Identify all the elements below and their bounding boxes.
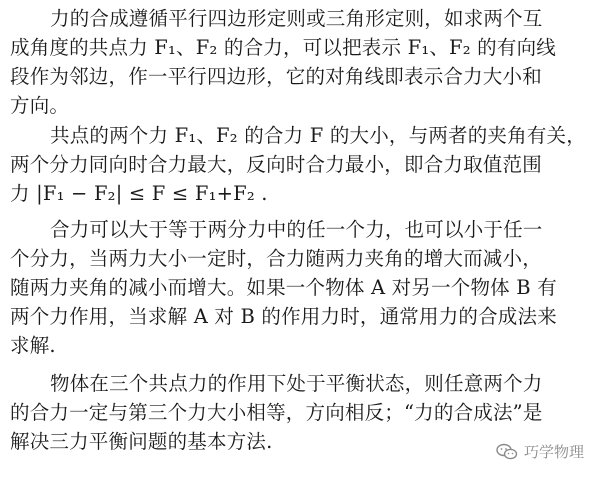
paragraph-line: 共点的两个力 F₁、F₂ 的合力 F 的大小，与两者的夹角有关， [50, 124, 586, 147]
paragraph-line: 解决三力平衡问题的基本方法. [10, 430, 273, 453]
paragraph-line: 方向。 [10, 94, 70, 117]
paragraph-line: 物体在三个共点力的作用下处于平衡状态，则任意两个力 [50, 372, 543, 395]
paragraph-line: 个分力，当两力大小一定时，合力随两力夹角的增大而减小， [10, 247, 542, 270]
watermark-text: 巧学物理 [523, 443, 584, 461]
paragraph-line: 成角度的共点力 F₁、F₂ 的合力，可以把表示 F₁、F₂ 的有向线 [10, 36, 556, 59]
paragraph-2 [10, 121, 590, 208]
paragraph-line: 求解. [10, 334, 56, 357]
wechat-icon [496, 443, 518, 461]
paragraph-1 [10, 4, 590, 120]
paragraph-line: 力 |F₁ − F₂| ≤ F ≤ F₁+F₂ . [10, 182, 268, 205]
paragraph-line: 的合力一定与第三个力大小相等，方向相反；“力的合成法”是 [10, 401, 543, 424]
paragraph-3 [10, 215, 590, 360]
paragraph-line: 合力可以大于等于两分力中的任一个力，也可以小于任一 [50, 218, 543, 241]
paragraph-line: 两个分力同向时合力最大，反向时合力最小，即合力取值范围 [10, 153, 542, 176]
paragraph-line: 两个力作用，当求解 A 对 B 的作用力时，通常用力的合成法来 [10, 305, 557, 328]
paragraph-line: 力的合成遵循平行四边形定则或三角形定则，如求两个互 [50, 7, 543, 30]
paragraph-line: 随两力夹角的减小而增大。如果一个物体 A 对另一个物体 B 有 [10, 276, 557, 299]
paragraph-line: 段作为邻边，作一平行四边形，它的对角线即表示合力大小和 [10, 65, 542, 88]
watermark [496, 441, 584, 462]
